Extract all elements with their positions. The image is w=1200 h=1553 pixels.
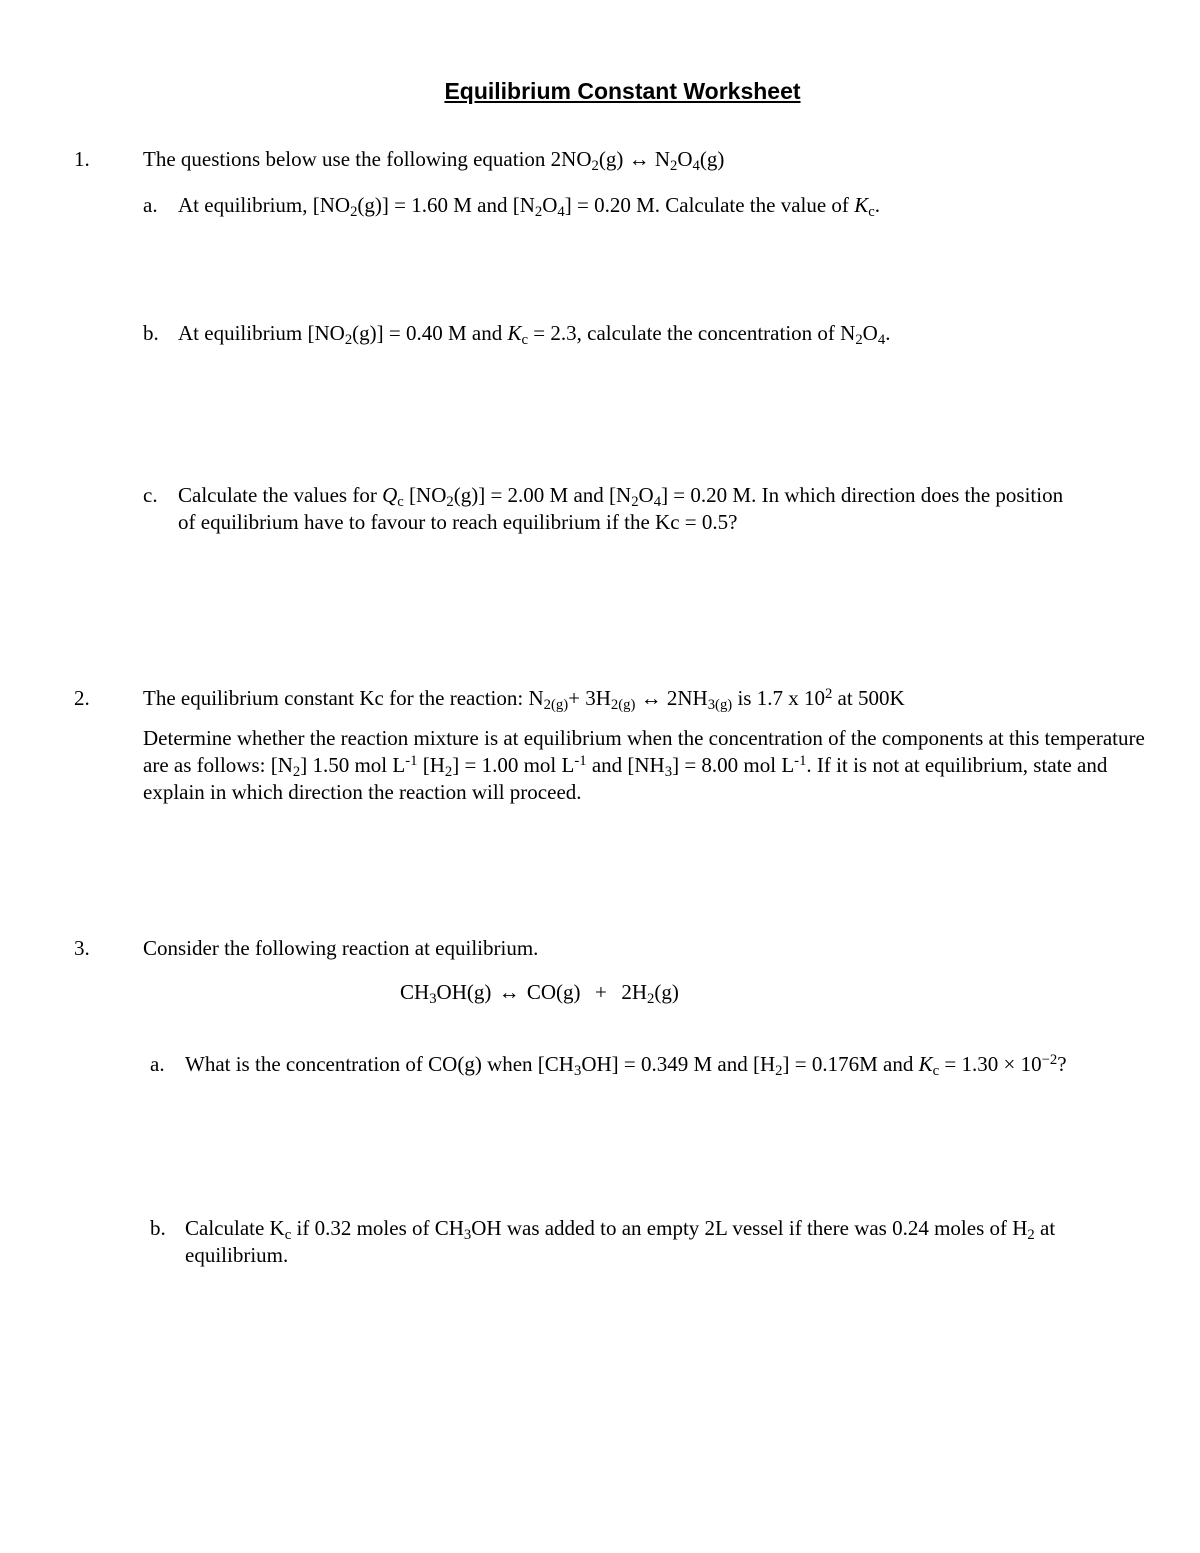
question-3b-text-line1: Calculate $K_c$ if 0.32 moles of $CH_3OH$ was added to an empty 2L vessel if there was 0.24 moles of $H_2$ at	[185, 1216, 1056, 1244]
question-2-reaction: The equilibrium constant Kc for the reaction: $N_{2(g)}+ 3H_{2(g)}$ ↔ $2NH_{3(g)}$ is 1.7 x $10^2$ at 500K	[143, 686, 905, 714]
question-1a-label: a.	[143, 193, 158, 217]
question-1b-text: At equilibrium $[NO_2(g)] = 0.40$ M and $K_c = 2.3$, calculate the concentration of $N_2O_4$.	[178, 321, 891, 349]
question-2-number: 2.	[74, 686, 90, 710]
question-3-equation: $CH_3OH(g)$ ↔ $CO(g) + 2H_2(g)$	[400, 980, 679, 1008]
question-1c-text-line2: of equilibrium have to favour to reach equilibrium if the Kc = 0.5?	[178, 510, 738, 534]
question-1c-label: c.	[143, 483, 158, 507]
question-3-intro: Consider the following reaction at equilibrium.	[143, 936, 539, 960]
question-2-paragraph: Determine whether the reaction mixture is at equilibrium when the concentration of the components at this temperature are as follows: $[N_2]$ 1.50 mol $L^{-1}$ $[H_2] = 1.00$ mol $L^{-1}$ and $[NH_3] = 8.00$ mol $L^{-1}$. If it is not at equilibrium, state and explain in which direction the reaction will proceed.	[143, 726, 1145, 804]
question-3b-text-line2: equilibrium.	[185, 1243, 289, 1267]
worksheet-title: Equilibrium Constant Worksheet	[444, 78, 801, 104]
question-3a-label: a.	[150, 1052, 165, 1076]
question-1-number: 1.	[74, 147, 90, 171]
question-3b-label: b.	[150, 1216, 166, 1240]
question-1a-text: At equilibrium, $[NO_2(g)] = 1.60$ M and $[N_2O_4] = 0.20$ M. Calculate the value of $K_c$.	[178, 193, 880, 221]
question-1-intro: The questions below use the following equation $2NO_2(g)$ ↔ $N_2O_4(g)$	[143, 147, 725, 175]
question-1b-label: b.	[143, 321, 159, 345]
question-3-number: 3.	[74, 936, 90, 960]
question-1c-text-line1: Calculate the values for $Q_c$ $[NO_2(g)] = 2.00$ M and $[N_2O_4] = 0.20$ M. In which direction does the position	[178, 483, 1064, 511]
question-3a-text: What is the concentration of CO(g) when $[CH_3OH] = 0.349$ M and $[H_2] = 0.176M$ and $K_c = 1.30 \times 10^{-2}$?	[185, 1052, 1067, 1080]
